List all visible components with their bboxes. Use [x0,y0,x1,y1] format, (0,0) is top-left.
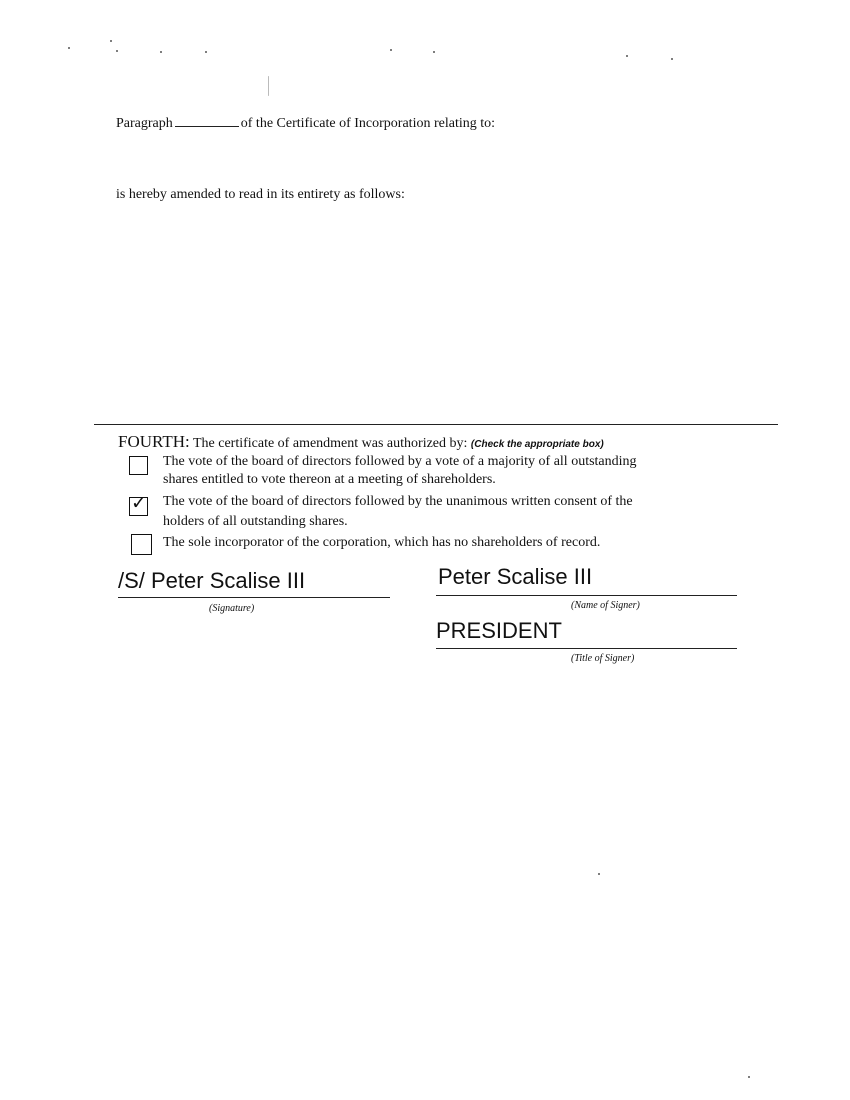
fourth-heading-line [118,432,604,452]
scan-speck [390,49,392,51]
checkbox-board-and-unanimous-consent[interactable] [129,492,148,516]
title-of-signer-line [436,648,737,649]
paragraph-reference-line [116,114,495,132]
option-board-and-majority-vote-line-2: shares entitled to vote thereon at a meeting of shareholders. [163,472,496,487]
signature-caption: (Signature) [209,603,255,614]
scan-speck [748,1076,750,1078]
title-of-signer-value: PRESIDENT [436,618,562,643]
option-board-and-majority-vote-line-1: The vote of the board of directors followed by a vote of a majority of all outstanding [163,454,637,469]
paragraph-prefix: Paragraph [116,116,173,131]
name-of-signer-value: Peter Scalise III [438,564,593,589]
scan-speck [671,58,673,60]
scan-speck [110,40,112,42]
title-of-signer-caption: (Title of Signer) [571,653,635,664]
scan-speck [598,873,600,875]
scan-speck [116,50,118,52]
scan-speck [68,47,70,49]
paragraph-number-blank[interactable] [175,114,239,127]
paragraph-suffix: of the Certificate of Incorporation relating to: [240,116,496,131]
signature-value: /S/ Peter Scalise III [118,568,306,593]
scan-mark [268,76,269,96]
scan-speck [205,51,207,53]
fourth-heading: FOURTH: [118,432,190,451]
check-mark-icon: ✓ [131,492,147,514]
option-board-and-unanimous-consent-line-2: holders of all outstanding shares. [163,514,348,529]
checkbox-sole-incorporator[interactable] [131,534,152,555]
option-board-and-unanimous-consent-line-1: The vote of the board of directors followed by the unanimous written consent of the [163,494,633,509]
scan-speck [160,51,162,53]
amended-statement: is hereby amended to read in its entirety as follows: [116,187,405,202]
signature-line [118,597,390,598]
scan-speck [433,51,435,53]
fourth-note: (Check the appropriate box) [470,439,604,450]
section-divider [94,424,778,425]
option-sole-incorporator-line-1: The sole incorporator of the corporation, which has no shareholders of record. [163,535,601,550]
fourth-statement: The certificate of amendment was authorized by: [192,436,468,451]
name-of-signer-line [436,595,737,596]
scan-speck [626,55,628,57]
checkbox-board-and-majority-vote[interactable] [129,456,148,475]
name-of-signer-caption: (Name of Signer) [571,600,640,611]
